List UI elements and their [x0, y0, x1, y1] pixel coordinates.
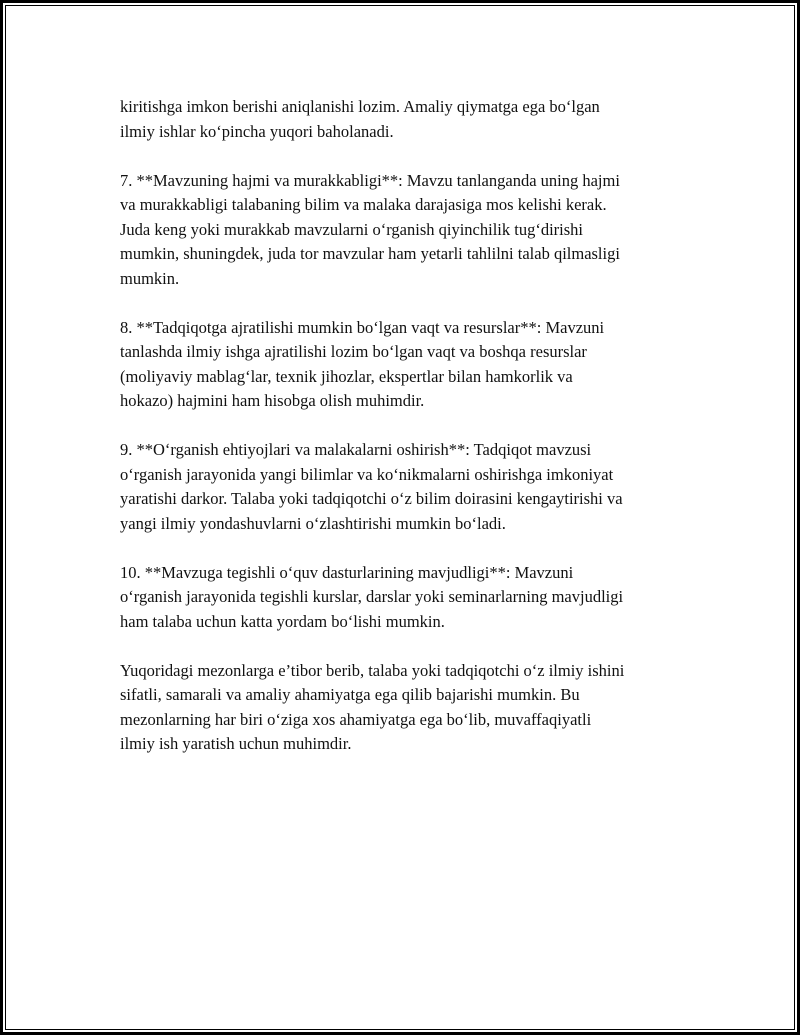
paragraph-conclusion — [120, 659, 700, 757]
paragraph-item-9 — [120, 438, 700, 536]
text-line: sifatli, samarali va amaliy ahamiyatga ega qilib bajarishi mumkin. Bu — [120, 685, 580, 704]
text-line: 9. **O‘rganish ehtiyojlari va malakalarni oshirish**: Tadqiqot mavzusi — [120, 440, 592, 459]
text-line: ilmiy ish yaratish uchun muhimdir. — [120, 734, 352, 753]
text-line: 8. **Tadqiqotga ajratilishi mumkin bo‘lgan vaqt va resurslar**: Mavzuni — [120, 317, 605, 337]
text-line: 7. **Mavzuning hajmi va murakkabligi**: Mavzu tanlanganda uning hajmi — [120, 170, 620, 190]
text-line: o‘rganish jarayonida yangi bilimlar va ko‘nikmalarni oshirishga imkoniyat — [120, 464, 614, 484]
text-line: (moliyaviy mablag‘lar, texnik jihozlar, ekspertlar bilan hamkorlik va — [120, 366, 573, 386]
text-line: mumkin. — [120, 268, 180, 288]
text-line: yaratishi darkor. Talaba yoki tadqiqotchi o‘z bilim doirasini kengaytirishi va — [120, 489, 623, 508]
text-line: Juda keng yoki murakkab mavzularni o‘rganish qiyinchilik tug‘dirishi — [120, 219, 583, 239]
text-line: yangi ilmiy yondashuvlarni o‘zlashtirishi mumkin bo‘ladi. — [120, 513, 506, 533]
document-body — [120, 95, 700, 781]
paragraph-continuation — [120, 95, 700, 144]
paragraph-item-8 — [120, 316, 700, 414]
text-line: va murakkabligi talabaning bilim va malaka darajasiga mos kelishi kerak. — [120, 195, 607, 214]
text-line: mezonlarning har biri o‘ziga xos ahamiyatga ega bo‘lib, muvaffaqiyatli — [120, 709, 592, 729]
paragraph-item-7 — [120, 169, 700, 292]
text-line: Yuqoridagi mezonlarga e’tibor berib, talaba yoki tadqiqotchi o‘z ilmiy ishini — [120, 660, 625, 680]
paragraph-item-10 — [120, 561, 700, 635]
text-line: mumkin, shuningdek, juda tor mavzular ham yetarli tahlilni talab qilmasligi — [120, 244, 620, 263]
text-line: hokazo) hajmini ham hisobga olish muhimdir. — [120, 391, 425, 410]
text-line: o‘rganish jarayonida tegishli kurslar, darslar yoki seminarlarning mavjudligi — [120, 587, 624, 606]
text-line: 10. **Mavzuga tegishli o‘quv dasturlarining mavjudligi**: Mavzuni — [120, 562, 574, 582]
text-line: kiritishga imkon berishi aniqlanishi lozim. Amaliy qiymatga ega bo‘lgan — [120, 97, 600, 116]
text-line: ham talaba uchun katta yordam bo‘lishi mumkin. — [120, 611, 445, 631]
text-line: tanlashda ilmiy ishga ajratilishi lozim bo‘lgan vaqt va boshqa resurslar — [120, 342, 587, 361]
text-line: ilmiy ishlar ko‘pincha yuqori baholanadi. — [120, 121, 394, 141]
